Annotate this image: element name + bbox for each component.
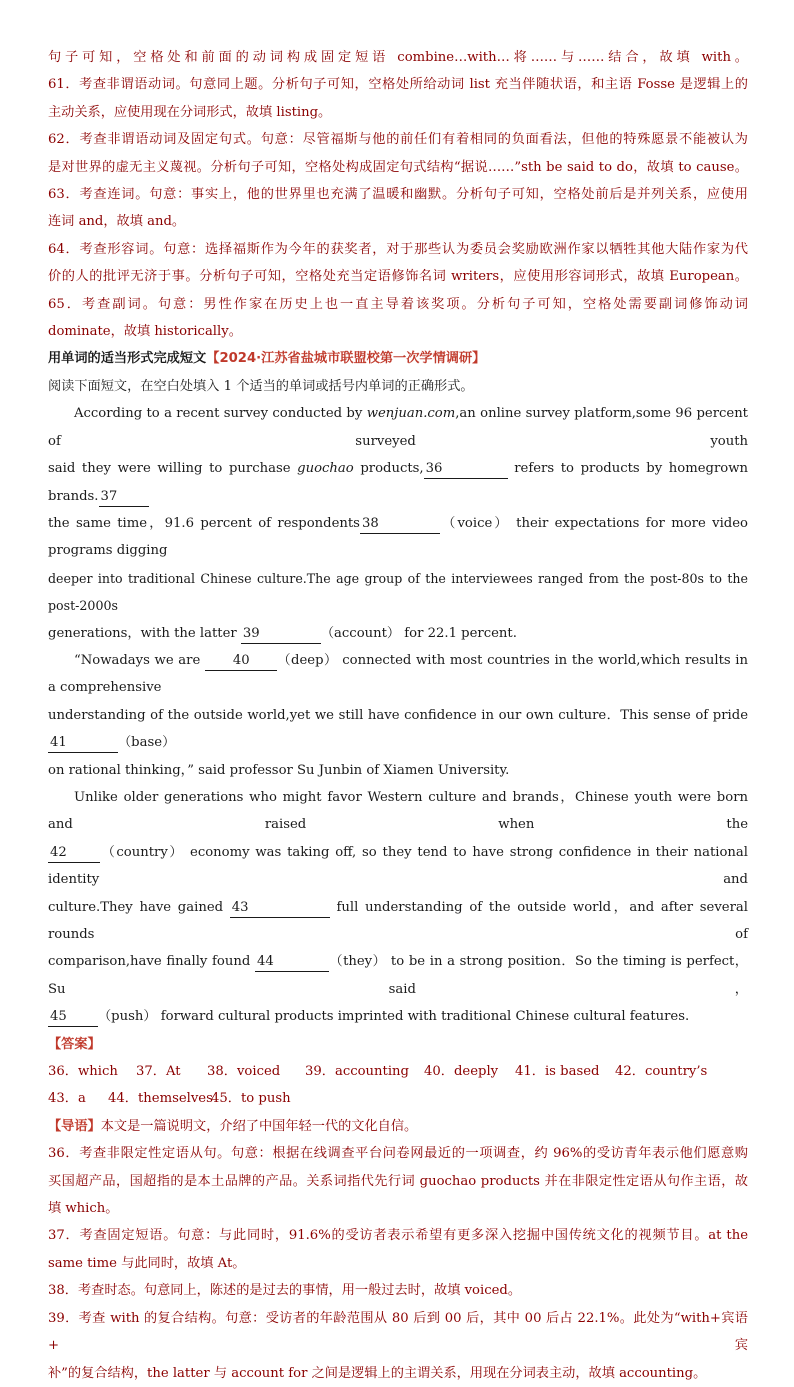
blank-37[interactable]: 37 xyxy=(99,488,149,507)
answers-row xyxy=(48,1085,748,1112)
explanation-line: same time 与此同时，故填 At。 xyxy=(48,1255,246,1271)
text: understanding of the outside world,yet we still have confidence in our own culture．This sense of pride xyxy=(48,707,748,723)
answer-item: 41．is based xyxy=(515,1064,600,1080)
blank-44[interactable]: 44 xyxy=(255,953,329,972)
text: culture.They have gained xyxy=(48,899,230,915)
explanation-line: 主动关系，应使用现在分词形式，故填 listing。 xyxy=(48,104,332,120)
explanation-line: 价的人的批评无济于事。分析句子可知，空格处充当定语修饰名词 writers，应使用形容词形式，故填 European。 xyxy=(48,269,748,285)
explanation-line: 63．考查连词。句意：事实上，他的世界里也充满了温暖和幽默。分析句子可知，空格处前后是并列关系，应使用 xyxy=(48,187,748,203)
text: said they were willing to purchase xyxy=(48,461,298,477)
guide-tag: 【导语】 xyxy=(48,1118,101,1134)
explanation-line: 65．考查副词。句意：男性作家在历史上也一直主导着该奖项。分析句子可知，空格处需要副词修饰动词 xyxy=(48,296,748,312)
text: “Nowadays we are xyxy=(74,652,205,668)
passage-line xyxy=(48,894,748,949)
passage-line xyxy=(48,702,748,757)
explanations-top xyxy=(48,44,748,345)
explanation-line: 补”的复合结构，the latter 与 account for 之间是逻辑上的主谓关系，用现在分词表主动，故填 accounting。 xyxy=(48,1365,707,1381)
passage-line: deeper into traditional Chinese culture.The age group of the interviewees ranged from the post-80s to the post-2000s xyxy=(48,570,748,614)
explanation-line: 37．考查固定短语。句意：与此同时，91.6%的受访者表示希望有更多深入挖掘中国传统文化的视频节目。at the xyxy=(48,1228,748,1244)
guide-line xyxy=(48,1113,748,1140)
blank-41[interactable]: 41 xyxy=(48,734,118,753)
source-label: 2024·江苏省盐城市联盟校第一次学情调研 xyxy=(219,351,473,367)
text: wenjuan.com xyxy=(366,406,456,422)
passage-line xyxy=(48,647,748,702)
blank-42[interactable]: 42 xyxy=(48,844,100,863)
section-heading xyxy=(48,345,748,372)
instruction: 阅读下面短文，在空白处填入 1 个适当的单词或括号内单词的正确形式。 xyxy=(48,378,474,394)
document-page xyxy=(48,44,748,1387)
answer-item: 36．which xyxy=(48,1064,118,1080)
explanation-line: 填 which。 xyxy=(48,1201,119,1217)
explanation-line: 是对世界的虚无主义蔑视。分析句子可知，空格处构成固定句式结构“据说……”sth be said to do，故填 to cause。 xyxy=(48,159,748,175)
passage-line xyxy=(48,400,748,455)
answer-item: 42．country’s xyxy=(615,1064,708,1080)
text: （push） forward cultural products imprinted with traditional Chinese cultural features. xyxy=(98,1009,690,1025)
answer-item: 43．a xyxy=(48,1091,86,1107)
text: （voice） their expectations for more video programs digging xyxy=(48,515,748,559)
text: full understanding of the outside world，and after several rounds of xyxy=(48,899,748,942)
blank-39[interactable]: 39 xyxy=(241,625,321,644)
text: the same time，91.6 percent of respondents xyxy=(48,515,360,531)
text: （base） xyxy=(118,735,176,751)
answer-item: 45．to push xyxy=(211,1091,291,1107)
text: According to a recent survey conducted by xyxy=(74,406,367,422)
source-open-bracket: 【 xyxy=(206,351,220,367)
guide-text: 本文是一篇说明文，介绍了中国年轻一代的文化自信。 xyxy=(100,1118,418,1134)
text: （country） economy was taking off, so they tend to have strong confidence in their national identity and xyxy=(48,844,748,888)
blank-36[interactable]: 36 xyxy=(424,460,508,479)
text: products, xyxy=(353,461,424,477)
explanation-line: 62．考查非谓语动词及固定句式。句意：尽管福斯与他的前任们有着相同的负面看法，但他的特殊愿景不能被认为 xyxy=(48,132,748,148)
passage-line xyxy=(48,620,748,647)
explanation-line: 61．考查非谓语动词。句意同上题。分析句子可知，空格处所给动词 list 充当伴随状语，和主语 Fosse 是逻辑上的 xyxy=(48,77,748,93)
explanation-line: 连词 and，故填 and。 xyxy=(48,214,186,230)
answers-row xyxy=(48,1058,748,1085)
passage-line: on rational thinking，” said professor Su Junbin of Xiamen University. xyxy=(48,762,510,778)
text: ,an online survey platform,some 96 percent of surveyed youth xyxy=(48,406,748,449)
passage-line: Unlike older generations who might favor Western culture and brands，Chinese youth were born and raised when the xyxy=(48,789,748,833)
text: generations，with the latter xyxy=(48,625,241,641)
blank-40[interactable]: 40 xyxy=(205,652,277,671)
answer-item: 40．deeply xyxy=(424,1064,499,1080)
text: （they） to be in a strong position．So the timing is perfect，Su said， xyxy=(48,954,748,997)
blank-43[interactable]: 43 xyxy=(230,899,330,918)
answer-heading: 【答案】 xyxy=(48,1036,101,1052)
explanation-line: 38．考查时态。句意同上，陈述的是过去的事情，用一般过去时，故填 voiced。 xyxy=(48,1283,522,1299)
text: refers to products by homegrown brands. xyxy=(48,461,748,504)
passage-line xyxy=(48,510,748,565)
explanation-line: 句子可知，空格处和前面的动词构成固定短语 combine…with…将……与……结合，故填 with。 xyxy=(48,50,748,65)
explanation-line: 买国超产品，国超指的是本土品牌的产品。关系词指代先行词 guochao products 并在非限定性定语从句作主语，故 xyxy=(48,1173,748,1189)
text: （deep） connected with most countries in the world,which results in a comprehensive xyxy=(48,652,749,696)
answer-item: 44．themselves xyxy=(108,1091,213,1107)
passage-line xyxy=(48,948,748,1003)
text: comparison,have finally found xyxy=(48,954,255,970)
passage-line xyxy=(48,455,748,510)
passage-line xyxy=(48,1003,748,1030)
explanations-bottom xyxy=(48,1140,748,1387)
explanation-line: 39．考查 with 的复合结构。句意：受访者的年龄范围从 80 后到 00 后，其中 00 后占 22.1%。此处为“with+宾语+宾 xyxy=(48,1310,748,1354)
source-close-bracket: 】 xyxy=(472,351,486,367)
blank-38[interactable]: 38 xyxy=(360,515,440,534)
text: （account） for 22.1 percent. xyxy=(320,625,517,641)
blank-45[interactable]: 45 xyxy=(48,1008,98,1027)
explanation-line: dominate，故填 historically。 xyxy=(48,324,242,340)
passage xyxy=(48,400,748,1030)
answer-item: 37．At xyxy=(136,1064,181,1080)
text: guochao xyxy=(297,461,354,477)
answer-item: 39．accounting xyxy=(305,1064,409,1080)
explanation-line: 64．考查形容词。句意：选择福斯作为今年的获奖者，对于那些认为委员会奖励欧洲作家以牺牲其他大陆作家为代 xyxy=(48,241,748,257)
explanation-line: 36．考查非限定性定语从句。句意：根据在线调查平台问卷网最近的一项调查，约 96%的受访青年表示他们愿意购 xyxy=(48,1146,748,1162)
passage-line xyxy=(48,839,748,894)
section-title: 用单词的适当形式完成短文 xyxy=(48,351,207,367)
answer-item: 38．voiced xyxy=(207,1064,281,1080)
